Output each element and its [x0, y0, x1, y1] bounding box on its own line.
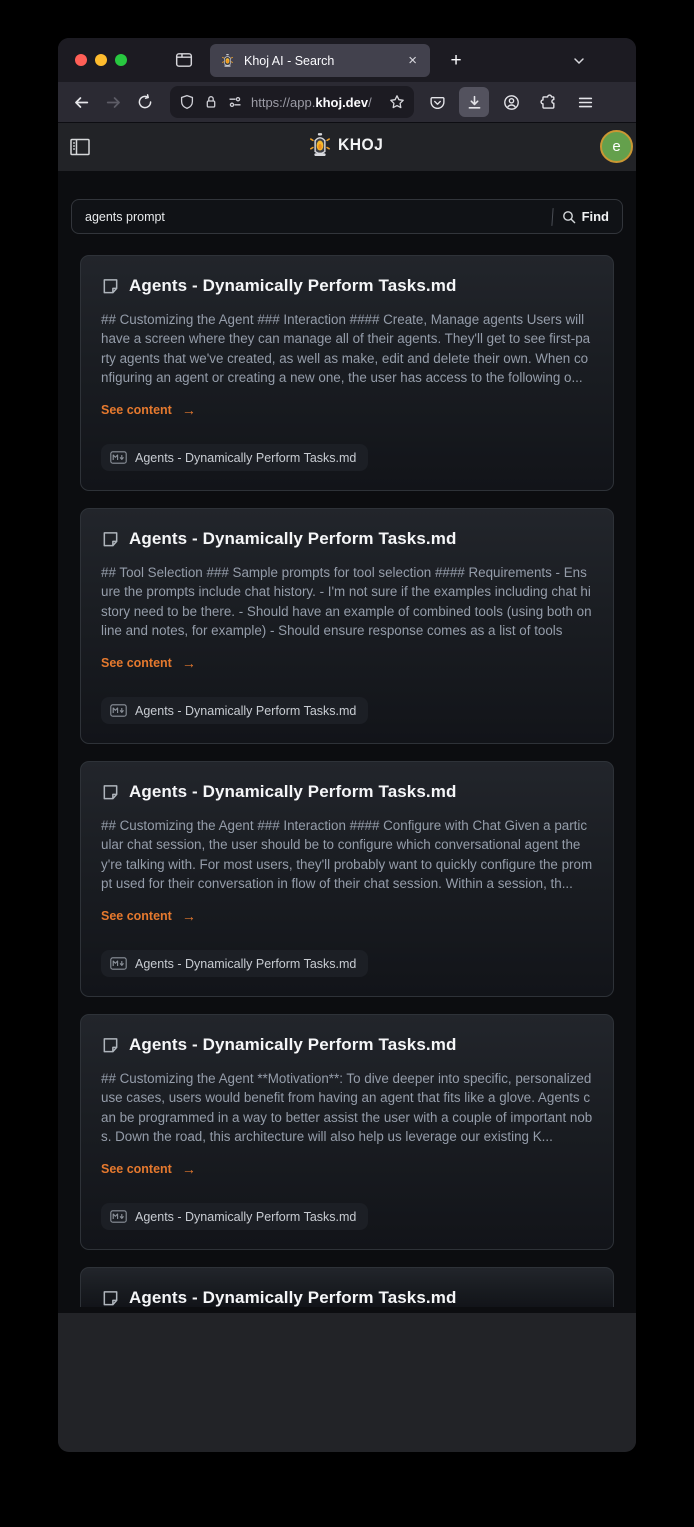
active-tab[interactable]: [210, 44, 430, 77]
url-bar[interactable]: [170, 86, 414, 118]
result-snippet: ## Customizing the Agent ### Interaction #### Create, Manage agents Users will have a screen where they can manage all of their agents. They'll get to see first-party agents that we've created, as well as make, edit and delete their own. When configuring an agent or creating a new one, the user has access to the following o...: [101, 312, 591, 385]
file-chip-label: Agents - Dynamically Perform Tasks.md: [135, 450, 357, 465]
result-title: Agents - Dynamically Perform Tasks.md: [129, 1035, 457, 1054]
file-chip-label: Agents - Dynamically Perform Tasks.md: [135, 956, 357, 971]
arrow-right-icon: →: [181, 655, 196, 672]
note-icon: [101, 1289, 120, 1308]
arrow-right-icon: →: [181, 908, 196, 925]
result-snippet: ## Tool Selection ### Sample prompts for tool selection #### Requirements - Ensure the prompts include chat history. - I'm not sure if the examples including chat history need to be there. - Should have an example of combined tools (using both online and notes, for example) - Should ensure response comes as a list of tools: [101, 565, 592, 638]
see-content-label: See content: [101, 656, 172, 671]
search-result-card[interactable]: [80, 761, 614, 997]
markdown-file-icon: [110, 957, 127, 970]
arrow-right-icon: →: [181, 402, 196, 419]
see-content-label: See content: [101, 1162, 172, 1177]
find-button[interactable]: Find: [581, 209, 609, 224]
khoj-lantern-icon: [309, 132, 331, 158]
see-content-label: See content: [101, 403, 172, 418]
close-tab-icon[interactable]: ×: [408, 52, 417, 69]
connection-secure-lock-icon[interactable]: [203, 94, 219, 110]
close-window-button[interactable]: [75, 54, 87, 66]
page-header: [58, 123, 636, 171]
logo-text: KHOJ: [337, 135, 384, 154]
new-tab-button[interactable]: +: [450, 50, 462, 71]
pocket-icon[interactable]: [422, 87, 452, 117]
result-title: Agents - Dynamically Perform Tasks.md: [129, 782, 457, 801]
url-text[interactable]: https://app.khoj.dev/: [251, 94, 372, 110]
tracking-protection-shield-icon[interactable]: [179, 94, 195, 110]
markdown-file-icon: [110, 1210, 127, 1223]
search-result-card[interactable]: [80, 508, 614, 744]
see-content-label: See content: [101, 909, 172, 924]
minimize-window-button[interactable]: [95, 54, 107, 66]
maximize-window-button[interactable]: [115, 54, 127, 66]
list-tabs-chevron-icon[interactable]: [568, 50, 590, 72]
reload-button[interactable]: [130, 88, 160, 116]
user-avatar[interactable]: e: [600, 130, 633, 163]
result-title: Agents - Dynamically Perform Tasks.md: [129, 276, 457, 295]
toolbar-right-icons: [422, 87, 600, 117]
see-content-link[interactable]: [101, 1161, 593, 1177]
search-result-card[interactable]: [80, 255, 614, 491]
note-icon: [101, 277, 120, 296]
result-snippet: ## Customizing the Agent ### Interaction #### Configure with Chat Given a particular chat session, the user should be to configure which conversational agent they're talking with. For most users, they'll probably want to quickly configure the prompt used for their conversation in flow of their chat session. Within a session, th...: [101, 818, 593, 891]
search-bar[interactable]: [71, 199, 623, 234]
search-result-card[interactable]: [80, 1014, 614, 1250]
search-icon: [562, 210, 576, 224]
browser-window: [58, 38, 636, 1452]
khoj-logo[interactable]: [58, 132, 636, 158]
macos-traffic-lights: [75, 54, 127, 66]
tab-title: Khoj AI - Search: [244, 53, 335, 68]
khoj-page: [58, 123, 636, 1451]
note-icon: [101, 783, 120, 802]
search-results-area: [58, 171, 636, 1313]
markdown-file-icon: [110, 704, 127, 717]
result-title: Agents - Dynamically Perform Tasks.md: [129, 529, 457, 548]
result-snippet: ## Customizing the Agent **Motivation**: To dive deeper into specific, personalized use cases, users would benefit from having an agent that fits like a glove. Agents can be programmed in a way to better assist the user with a couple of important nobs. Down the road, this architecture will also help us leverage our existing K...: [101, 1071, 593, 1144]
file-chip[interactable]: [101, 697, 368, 724]
browser-toolbar: [58, 82, 636, 123]
back-button[interactable]: [66, 88, 96, 116]
see-content-link[interactable]: [101, 402, 593, 418]
firefox-view-icon[interactable]: [173, 49, 195, 71]
browser-tab-strip: [58, 38, 636, 82]
note-icon: [101, 530, 120, 549]
search-result-card[interactable]: [80, 1267, 614, 1307]
file-chip[interactable]: [101, 1203, 368, 1230]
bookmark-star-icon[interactable]: [389, 94, 405, 110]
see-content-link[interactable]: [101, 655, 593, 671]
extensions-puzzle-icon[interactable]: [533, 87, 563, 117]
file-chip[interactable]: [101, 950, 368, 977]
permissions-icon[interactable]: [227, 94, 243, 110]
khoj-favicon-lantern-icon: [220, 53, 235, 68]
file-chip[interactable]: [101, 444, 368, 471]
arrow-right-icon: →: [181, 1161, 196, 1178]
markdown-file-icon: [110, 451, 127, 464]
forward-button[interactable]: [98, 88, 128, 116]
file-chip-label: Agents - Dynamically Perform Tasks.md: [135, 1209, 357, 1224]
downloads-button[interactable]: [459, 87, 489, 117]
search-input[interactable]: agents prompt: [85, 209, 165, 224]
see-content-link[interactable]: [101, 908, 593, 924]
menu-hamburger-icon[interactable]: [570, 87, 600, 117]
account-icon[interactable]: [496, 87, 526, 117]
file-chip-label: Agents - Dynamically Perform Tasks.md: [135, 703, 357, 718]
result-title: Agents - Dynamically Perform Tasks.md: [129, 1288, 457, 1307]
note-icon: [101, 1036, 120, 1055]
